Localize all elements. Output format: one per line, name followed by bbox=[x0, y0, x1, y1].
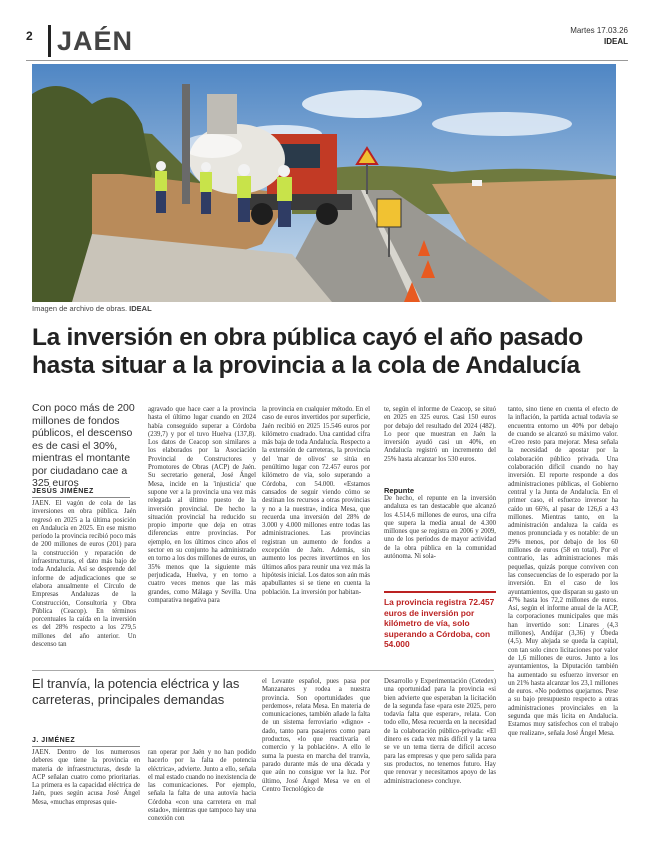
body-column-5: tanto, sino tiene en cuenta el efecto de la inflación, la partida actual todavía se encuentra entorno un 40% por debajo de cuando se alcanzó su máximo valor. «Creo resto para mejorar. Mesa señala la necesidad de apostar por la colaboración público privada. Una colaboración difícil cuando no hay inversión. El reporte responde a dos administraciones públicas, el Gobierno central y la Junta de Andalucía. En el primer caso, el esfuerzo inversor ha caído un 66%, al pasar de 126,6 a 43 millones. Mientras tanto, en la administración andaluza la caída es menos pronunciada y es notable: de un 29% menos, por debajo de los 60 millones de euros (58 en total). Por el contrario, las administraciones más pequeñas, quizás porque conviven con las consecuencias de lo esperado por la inversión. En el caso de los ayuntamientos, que disparan su gasto un 47% hasta los 72,2 millones de euros. Así, según el informe anual de la ACP, la corporaciones municipales que más han invertido son: Linares (4,3 millones), Andújar (3,36) y Úbeda (4,5). Muy alejada se queda la capital, con tan solo cinco licitaciones por valor de 1,6 millones de euros. Junto a los ayuntamientos, la Diputación también ha aumentado su esfuerzo inversor en un 21% hasta alcanzar los 23,1 millones de euros. «No podemos quejarnos. Pese a su bajo presupuesto respecto a otras administraciones provinciales en la segunda que más licita en Andalucía. Estamos muy satisfechos con el trabajo que realizan», señala José Ángel Mesa. bbox=[508, 406, 618, 737]
body-column-1: JAÉN. El vagón de cola de las inversiones en obra pública. Jaén regresó en 2025 a la última posición en Andalucía en 2025. En ese mismo período la provincia recibió poco más de 200 millones de euros (201) para la construcción y reparación de infraestructuras, el dato más bajo de toda Andalucía. Así se desprende del informe de adjudicaciones que se elabora anualmente el Círculo de Empresas Andaluzas de la Construcción, Consultoría y Obra Pública (Ceacop). En términos porcentuales la caída en la inversión es del 28% respecto a los 279,5 millones del año anterior. Un descenso tan bbox=[32, 500, 136, 649]
road-works-illustration bbox=[32, 64, 616, 302]
main-headline: La inversión en obra pública cayó el año pasado hasta situar a la provincia a la cola de Andalucía bbox=[32, 324, 583, 379]
secondary-headline: El tranvía, la potencia eléctrica y las carreteras, principales demandas bbox=[32, 676, 240, 707]
caption-text: Imagen de archivo de obras. bbox=[32, 304, 128, 313]
byline-divider bbox=[32, 497, 130, 498]
secondary-column-3: el Levante español, pues pasa por Manzanares y rodea a nuestra provincia. Son oportunidades que perdemos», relata Mesa. En materia de comunicaciones, también añade la falta de un sistema ferroviario «digno» - dado, tanto para pasajeros como para productos, «lo que reactivaría el comercio y la población». A ello le suma la puesta en marcha del tranvía, parado durante más de una década y que aún no consigue ver la luz. Por último, José Ángel Mesa ve en el Centro Tecnológico de bbox=[262, 678, 370, 793]
header-brand: IDEAL bbox=[604, 37, 628, 46]
secondary-byline: J. JIMÉNEZ bbox=[32, 737, 76, 744]
pull-quote-rule bbox=[384, 591, 496, 593]
section-divider bbox=[32, 670, 494, 671]
author-byline: JESÚS JIMÉNEZ bbox=[32, 488, 94, 495]
pull-quote: La provincia registra 72.457 euros de inversión por kilómetro de vía, solo superando a Córdoba, con 54.000 bbox=[384, 597, 495, 649]
secondary-column-1: JAÉN. Dentro de los numerosos deberes que tiene la provincia en materia de infraestructuras, desde la ACP señalan cuatro como prioritarias. La primera es la capacidad eléctrica de Jaén, pues según acusa José Ángel Mesa, «muchas empresas quie- bbox=[32, 749, 140, 806]
section-title: JAÉN bbox=[48, 25, 133, 57]
body-column-4b: De hecho, el repunte en la inversión andaluza es tan destacable que alcanzó los 4.514,6 millones de euros, una cifra que supera la media anual de 4.300 millones que se registra en 2006 y 2009, uno de los períodos de mayor actividad de la obra pública en la comunidad autónoma. Ni sola- bbox=[384, 495, 496, 561]
caption-credit: IDEAL bbox=[129, 304, 152, 313]
body-column-3: la provincia en cualquier método. En el caso de euros invertidos por superficie, Jaén recibió en 2025 15.546 euros por kilómetro cuadrado. Una cantidad cifra más baja de toda Andalucía. Respecto a la extensión de carreteras, la provincia del 'mar de olivos' se sitúa en penúltimo lugar con 72.457 euros por kilómetro de vía, solo superando a Córdoba, con 54.000. «Estamos cansados de seguir viendo cómo se destinan los recursos a otras provincias y no a la nuestra», indica Mesa, que recuerda una inversión del 28% de 3.000 y 4.000 millones entre todas las administraciones. Las provincias registran un aumento de fondos a excepción de Jaén. Además, sin aumento los pecres invertimos en los últimos años para reunir una vez más la hipótesis inicial. Los datos son aún más apabullantes si se tiene en cuenta la población. La inversión por habitan- bbox=[262, 406, 370, 596]
header-divider bbox=[26, 60, 628, 61]
header-date: Martes 17.03.26 bbox=[570, 26, 628, 35]
standfirst: Con poco más de 200 millones de fondos públicos, el descenso es de casi el 30%, mientras el montante por ciudadano cae a 325 euros bbox=[32, 402, 135, 489]
page-number: 2 bbox=[26, 29, 33, 43]
photo-caption bbox=[32, 304, 152, 313]
body-column-4: te, según el informe de Ceacop, se situó en 2025 en 325 euros. Casi 150 euros por debajo del resultado del 2024 (482). Lo peor que muestran en Jaén la inversión ayudó casi un 40%, en Andalucía registró un incremento del 25% hasta alcanzar los 530 euros. bbox=[384, 406, 496, 463]
secondary-column-4: Desarrollo y Experimentación (Cetedex) una oportunidad para la provincia «si bien advierte que esperaban la licitación de la segunda fase «para este 2025, pero todavía falta que esperar», relata. Con todo ello, Mesa recuerda en la necesidad de la colaboración público-privada: «El dinero es cada vez más difícil y la tarea se ve un tema tierra de difícil acceso para las empresas y que pero salida para sus productos, no tenemos futuro. Hay que renovar y necesitamos apoyo de las administraciones» concluye. bbox=[384, 678, 496, 785]
road-works-photo bbox=[32, 64, 616, 302]
secondary-column-2: ran operar por Jaén y no han podido hacerlo por la falta de potencia eléctrica», advierte. Junto a ello, señala el mal estado cuando no inexistencia de las comunicaciones. Por ejemplo, señala la falta de una autovía hacia Córdoba «con una carretera en mal estado», mientras que tampoco hay una conexión con bbox=[148, 749, 256, 823]
body-column-2: agravado que hace caer a la provincia hasta el último lugar cuando en 2024 había conseguido superar a Córdoba (239,7) y por el tuvo Huelva (137,8). Los datos de Ceacop son similares a los elaborados por la Asociación Provincial de Constructores y Promotores de Obras (ACP) de Jaén. Su secretario general, José Ángel Mesa, incide en la 'injusticia' que supone ver a la provincia una vez más relegada al último puesto de la inversión provincial. De hecho la situación provincial ha reducido su propio importe que deja en otras diferencias entre provincias. Por ejemplo, en los últimos cinco años el sector en su conjunto ha administrado en torno a los dos millones de euros, un 35% menos que la siguiente más perjudicada, Huelva, y en torno a cuatro veces menos que las más grandes, como Málaga y Sevilla. Una comparativa negativa para bbox=[148, 406, 256, 604]
secondary-byline-divider bbox=[32, 746, 140, 747]
subheading-repunte: Repunte bbox=[384, 486, 414, 495]
